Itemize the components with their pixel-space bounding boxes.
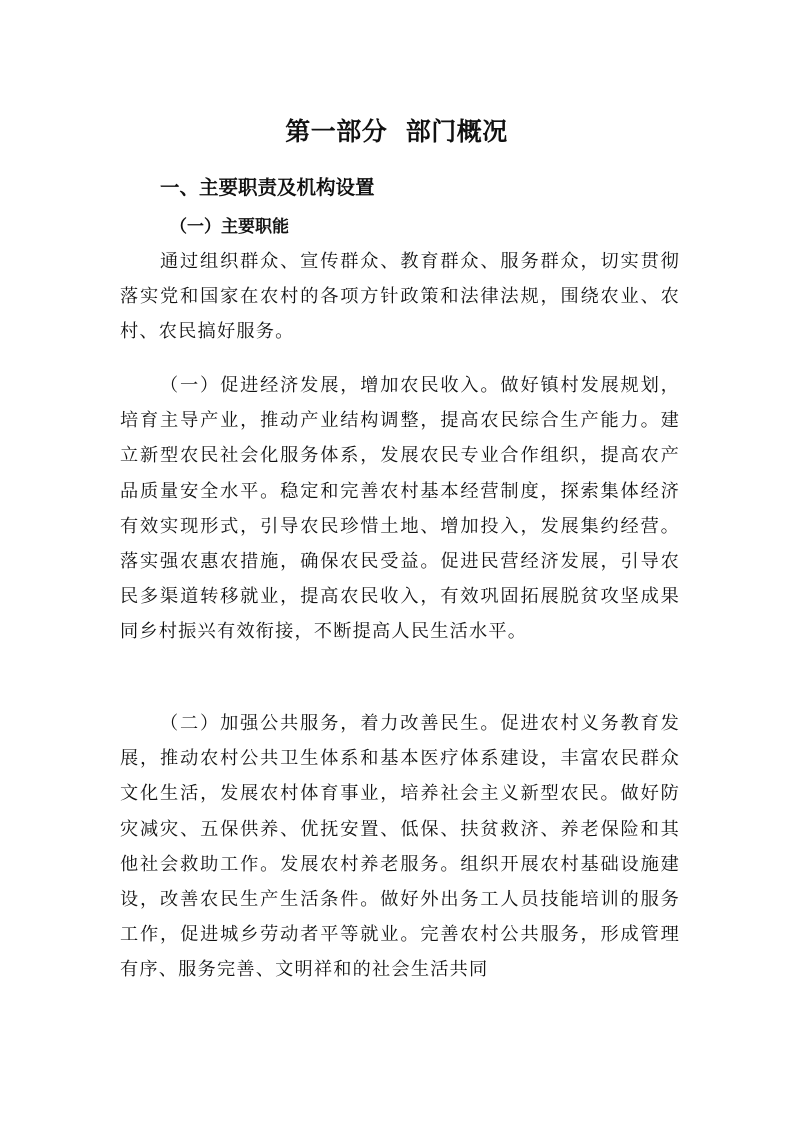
paragraph-intro: 通过组织群众、宣传群众、教育群众、服务群众，切实贯彻落实党和国家在农村的各项方针政策和法律法规，围绕农业、农村、农民搞好服务。: [120, 251, 680, 343]
section-heading: 一、主要职责及机构设置: [160, 176, 375, 199]
sub-heading: （一）主要职能: [170, 217, 289, 237]
page-title: 第一部分 部门概况: [285, 117, 508, 146]
paragraph-economic-development: （一）促进经济发展，增加农民收入。做好镇村发展规划，培育主导产业，推动产业结构调整，提高农民综合生产能力。建立新型农民社会化服务体系，发展农民专业合作组织，提高农产品质量安全水平。稳定和完善农村基本经营制度，探索集体经济有效实现形式，引导农民珍惜土地、增加投入，发展集约经营。落实强农惠农措施，确保农民受益。促进民营经济发展，引导农民多渠道转移就业，提高农民收入，有效巩固拓展脱贫攻坚成果同乡村振兴有效衔接，不断提高人民生活水平。: [120, 375, 680, 643]
paragraph-public-services: （二）加强公共服务，着力改善民生。促进农村义务教育发展，推动农村公共卫生体系和基本医疗体系建设，丰富农民群众文化生活，发展农村体育事业，培养社会主义新型农民。做好防灾减灾、五保供养、优抚安置、低保、扶贫救济、养老保险和其他社会救助工作。发展农村养老服务。组织开展农村基础设施建设，改善农民生产生活条件。做好外出务工人员技能培训的服务工作，促进城乡劳动者平等就业。完善农村公共服务，形成管理有序、服务完善、文明祥和的社会生活共同: [120, 713, 680, 981]
